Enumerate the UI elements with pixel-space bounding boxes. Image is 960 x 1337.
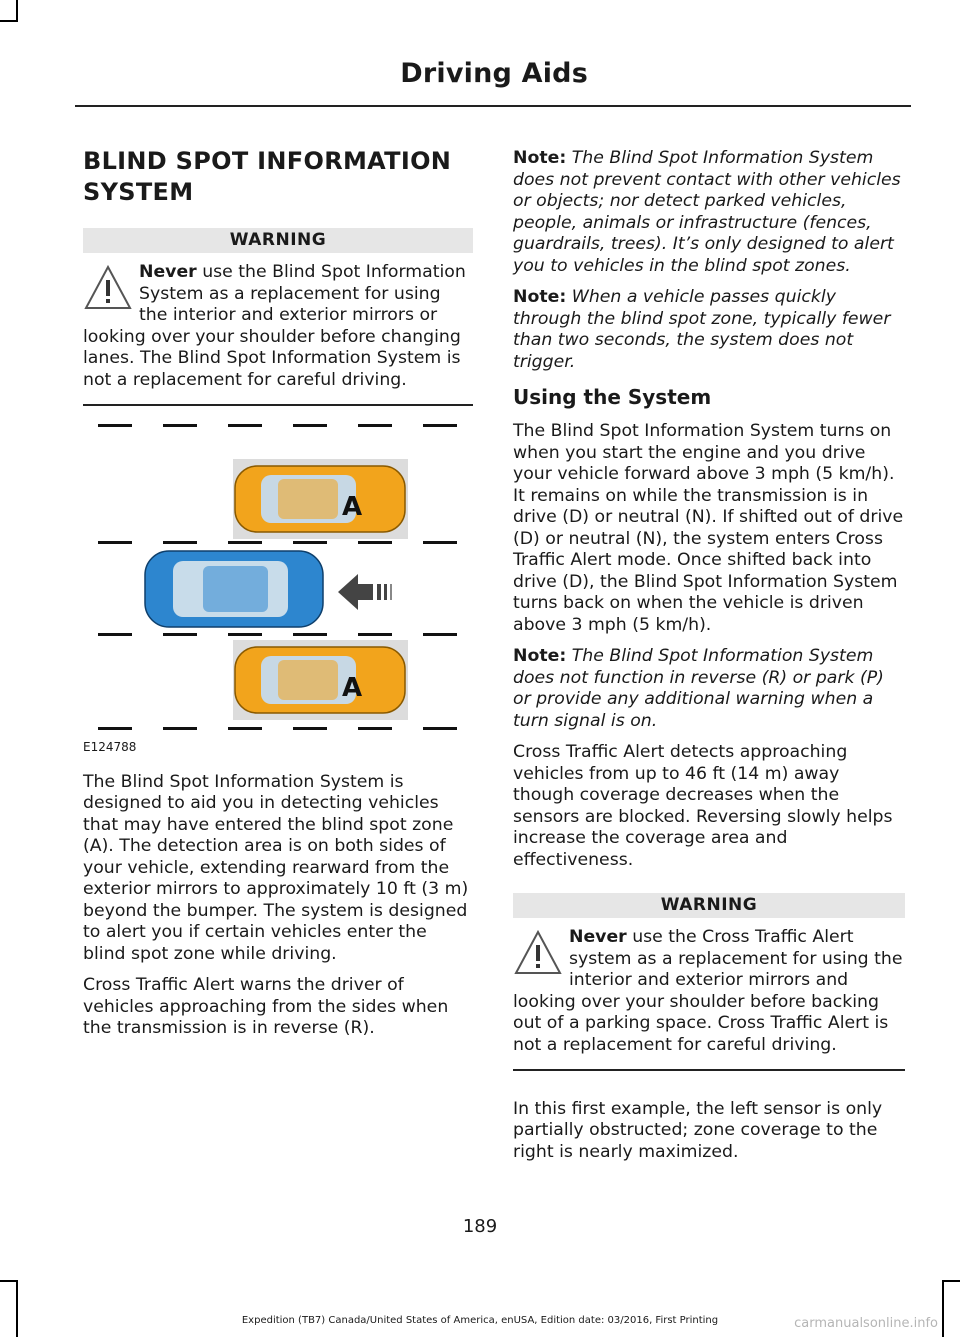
warning-text: use the Cross Traffic Alert system as a replacement for using the interior and exterior mirrors and looking over your shoulder before backing out of a parking space. Cross Traffic Alert is not a replacement for careful driving. [513,927,903,1055]
crop-mark [16,0,18,20]
section-title-line2: SYSTEM [83,178,194,206]
right-paragraph-3: In this first example, the left sensor is only partially obstructed; zone coverage to the right is nearly maximized. [513,1098,883,1162]
note-2 [513,287,905,373]
section-title [83,146,473,208]
warning-rule [513,1069,905,1071]
note-label: Note: [513,646,567,666]
vehicle-in-blind-spot-top [235,466,405,532]
left-column [83,140,473,1050]
crop-mark [0,1280,18,1282]
left-paragraph-2: Cross Traffic Alert warns the driver of vehicles approaching from the sides when the transmission is in reverse (R). [83,975,449,1038]
left-paragraph-1: The Blind Spot Information System is designed to aid you in detecting vehicles that may have entered the blind spot zone (A). The detection area is on both sides of your vehicle, extending rearward from the exterior mirrors to approximately 10 ft (3 m) beyond the bumper. The system is designed to alert you if certain vehicles enter the blind spot zone while driving. [83,771,469,964]
crop-mark [942,1280,960,1282]
right-paragraph-2: Cross Traffic Alert detects approaching vehicles from up to 46 ft (14 m) away though coverage decreases when the sensors are blocked. Reversing slowly helps increase the coverage area and effectiveness. [513,742,893,870]
page-header-title: Driving Aids [400,58,588,89]
zone-label-a-bottom: A [342,672,363,703]
warning-header: WARNING [513,893,905,918]
zone-label-a-top: A [342,491,363,522]
vehicle-in-blind-spot-bottom [235,647,405,713]
warning-bold: Never [139,262,197,282]
watermark: carmanualsonline.info [794,1316,938,1331]
direction-arrow-icon [338,574,392,610]
note-text: When a vehicle passes quickly through the blind spot zone, typically fewer than two seconds, the system does not trigger. [513,287,891,372]
note-text: The Blind Spot Information System does not function in reverse (R) or park (P) or provide any additional warning when a turn signal is on. [513,646,884,731]
warning-bold: Never [569,927,627,947]
right-column [513,148,905,1173]
warning-rule [83,404,473,406]
footer-text: Expedition (TB7) Canada/United States of America, enUSA, Edition date: 03/2016, First Printing [241,1315,719,1326]
blind-spot-illustration [83,424,473,734]
figure-code: E124788 [83,739,137,754]
crop-mark [942,1280,944,1337]
crop-mark [0,20,18,22]
host-vehicle [145,551,323,627]
right-paragraph-1: The Blind Spot Information System turns on when you start the engine and you drive your vehicle forward above 3 mph (5 km/h). It remains on while the transmission is in drive (D) or neutral (N). If shifted out of drive (D) or neutral (N), the system enters Cross Traffic Alert mode. Once shifted back into drive (D), the Blind Spot Information System turns back on when the vehicle is driven above 3 mph (5 km/h). [513,421,904,635]
warning-triangle-icon [83,264,133,312]
warning-header: WARNING [83,228,473,253]
section-title-line1: BLIND SPOT INFORMATION [83,147,452,175]
subheading: Using the System [513,385,712,409]
warning-text: use the Blind Spot Information System as a replacement for using the interior and exterior mirrors or looking over your shoulder before changing lanes. The Blind Spot Information System is not a replacement for careful driving. [83,262,466,390]
warning-triangle-icon [513,929,563,977]
note-3 [513,646,905,732]
note-text: The Blind Spot Information System does not prevent contact with other vehicles or objects; nor detect parked vehicles, people, animals or infrastructure (fences, guardrails, trees). It’s only designed to alert you to vehicles in the blind spot zones. [513,148,901,276]
page-number: 189 [462,1216,498,1237]
note-label: Note: [513,148,567,168]
warning-body [513,927,905,1056]
blind-spot-figure [83,424,473,754]
note-1 [513,148,905,277]
crop-mark [16,1280,18,1337]
header-rule [75,105,911,107]
warning-body [83,262,473,391]
note-label: Note: [513,287,567,307]
